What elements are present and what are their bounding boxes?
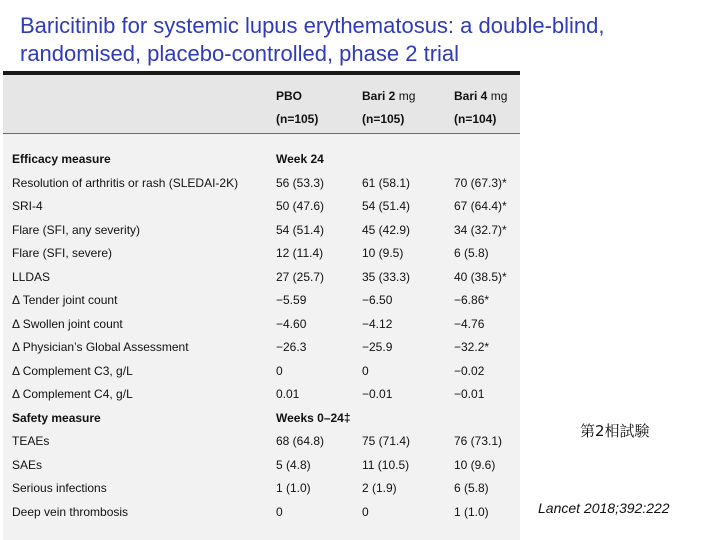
cell-pbo: −26.3: [276, 340, 307, 354]
cell-bari4: 76 (73.1): [454, 434, 503, 448]
row-label: TEAEs: [12, 434, 50, 448]
cell-pbo: 56 (53.3): [276, 175, 325, 190]
trial-phase-note: 第2相試験: [580, 422, 650, 440]
row-label: Δ Complement C4, g/L: [12, 387, 133, 401]
cell-bari4: 40 (38.5)*: [454, 269, 507, 284]
results-table: [3, 71, 520, 540]
cell-pbo: 0: [276, 363, 283, 378]
cell-bari4: 67 (64.4)*: [454, 199, 507, 213]
cell-bari2: −25.9: [362, 340, 393, 354]
table-body: [3, 148, 520, 524]
table-row: [3, 336, 520, 360]
table-row: [3, 407, 520, 431]
row-label: Δ Swollen joint count: [12, 316, 123, 331]
header-pbo-n: (n=105): [276, 112, 319, 126]
header-bari4-unit: mg: [490, 89, 508, 103]
cell-bari2: −6.50: [362, 293, 393, 307]
cell-bari2: 61 (58.1): [362, 175, 411, 190]
cell-bari4: 6 (5.8): [454, 481, 489, 495]
header-bari2-unit: mg: [398, 89, 416, 103]
table-row: [3, 454, 520, 478]
cell-pbo: 0.01: [276, 387, 300, 401]
header-bari2-name: Bari 2: [362, 89, 396, 103]
cell-bari4: 6 (5.8): [454, 246, 489, 260]
row-label: SRI-4: [12, 199, 43, 213]
cell-pbo: 68 (64.8): [276, 434, 325, 448]
cell-bari4: 70 (67.3)*: [454, 175, 507, 190]
table-row: [3, 219, 520, 243]
cell-bari4: −0.02: [454, 363, 485, 378]
row-label: Efficacy measure: [12, 152, 111, 166]
cell-bari4: 1 (1.0): [454, 504, 489, 519]
cell-bari4: 10 (9.6): [454, 457, 496, 472]
cell-bari2: 11 (10.5): [362, 457, 410, 472]
row-label: Flare (SFI, severe): [12, 246, 113, 260]
row-label: Resolution of arthritis or rash (SLEDAI-2K): [12, 175, 239, 190]
header-pbo-name: PBO: [276, 89, 303, 103]
table-row: [3, 266, 520, 290]
row-label: Δ Tender joint count: [12, 293, 118, 307]
cell-bari4: −32.2*: [454, 340, 490, 354]
table-row: [3, 430, 520, 454]
table-row: [3, 477, 520, 501]
header-bari2-n: (n=105): [362, 112, 405, 126]
cell-bari2: 0: [362, 363, 369, 378]
table-row: [3, 360, 520, 384]
table-row: [3, 501, 520, 525]
cell-bari2: 75 (71.4): [362, 434, 411, 448]
cell-pbo: Week 24: [276, 152, 324, 166]
row-label: LLDAS: [12, 269, 51, 284]
table-row: [3, 242, 520, 266]
cell-bari2: 54 (51.4): [362, 199, 411, 213]
cell-pbo: −4.60: [276, 316, 307, 331]
slide-title: Baricitinib for systemic lupus erythematosus: a double-blind, randomised, placebo-controlled, phase 2 trial: [20, 13, 605, 66]
row-label: Δ Complement C3, g/L: [12, 363, 133, 378]
cell-bari2: 35 (33.3): [362, 269, 411, 284]
cell-pbo: 54 (51.4): [276, 222, 325, 237]
cell-pbo: 0: [276, 504, 283, 519]
cell-bari2: −0.01: [362, 387, 393, 401]
cell-bari4: −0.01: [454, 387, 485, 401]
citation: Lancet 2018;392:222: [538, 500, 670, 516]
cell-pbo: 27 (25.7): [276, 269, 325, 284]
table-row: [3, 313, 520, 337]
cell-pbo: 12 (11.4): [276, 246, 324, 260]
row-label: Deep vein thrombosis: [12, 504, 129, 519]
table-row: [3, 195, 520, 219]
header-bari4-n: (n=104): [454, 112, 497, 126]
cell-bari2: 2 (1.9): [362, 481, 397, 495]
cell-pbo: 1 (1.0): [276, 481, 311, 495]
cell-bari4: −4.76: [454, 316, 485, 331]
cell-bari2: 0: [362, 504, 369, 519]
cell-pbo: Weeks 0–24‡: [276, 410, 351, 425]
cell-pbo: 50 (47.6): [276, 199, 325, 213]
cell-pbo: 5 (4.8): [276, 457, 311, 472]
table-row: [3, 383, 520, 407]
cell-bari2: 10 (9.5): [362, 246, 404, 260]
table-row: [3, 148, 520, 172]
row-label: Δ Physician’s Global Assessment: [12, 340, 189, 354]
cell-pbo: −5.59: [276, 293, 307, 307]
row-label: Serious infections: [12, 481, 107, 495]
table-header: [3, 75, 520, 134]
row-label: Flare (SFI, any severity): [12, 222, 141, 237]
cell-bari2: 45 (42.9): [362, 222, 411, 237]
table-row: [3, 172, 520, 196]
cell-bari4: 34 (32.7)*: [454, 222, 507, 237]
table-row: [3, 289, 520, 313]
header-bari4-name: Bari 4: [454, 89, 488, 103]
row-label: SAEs: [12, 457, 43, 472]
cell-bari2: −4.12: [362, 316, 393, 331]
cell-bari4: −6.86*: [454, 293, 490, 307]
row-label: Safety measure: [12, 410, 101, 425]
